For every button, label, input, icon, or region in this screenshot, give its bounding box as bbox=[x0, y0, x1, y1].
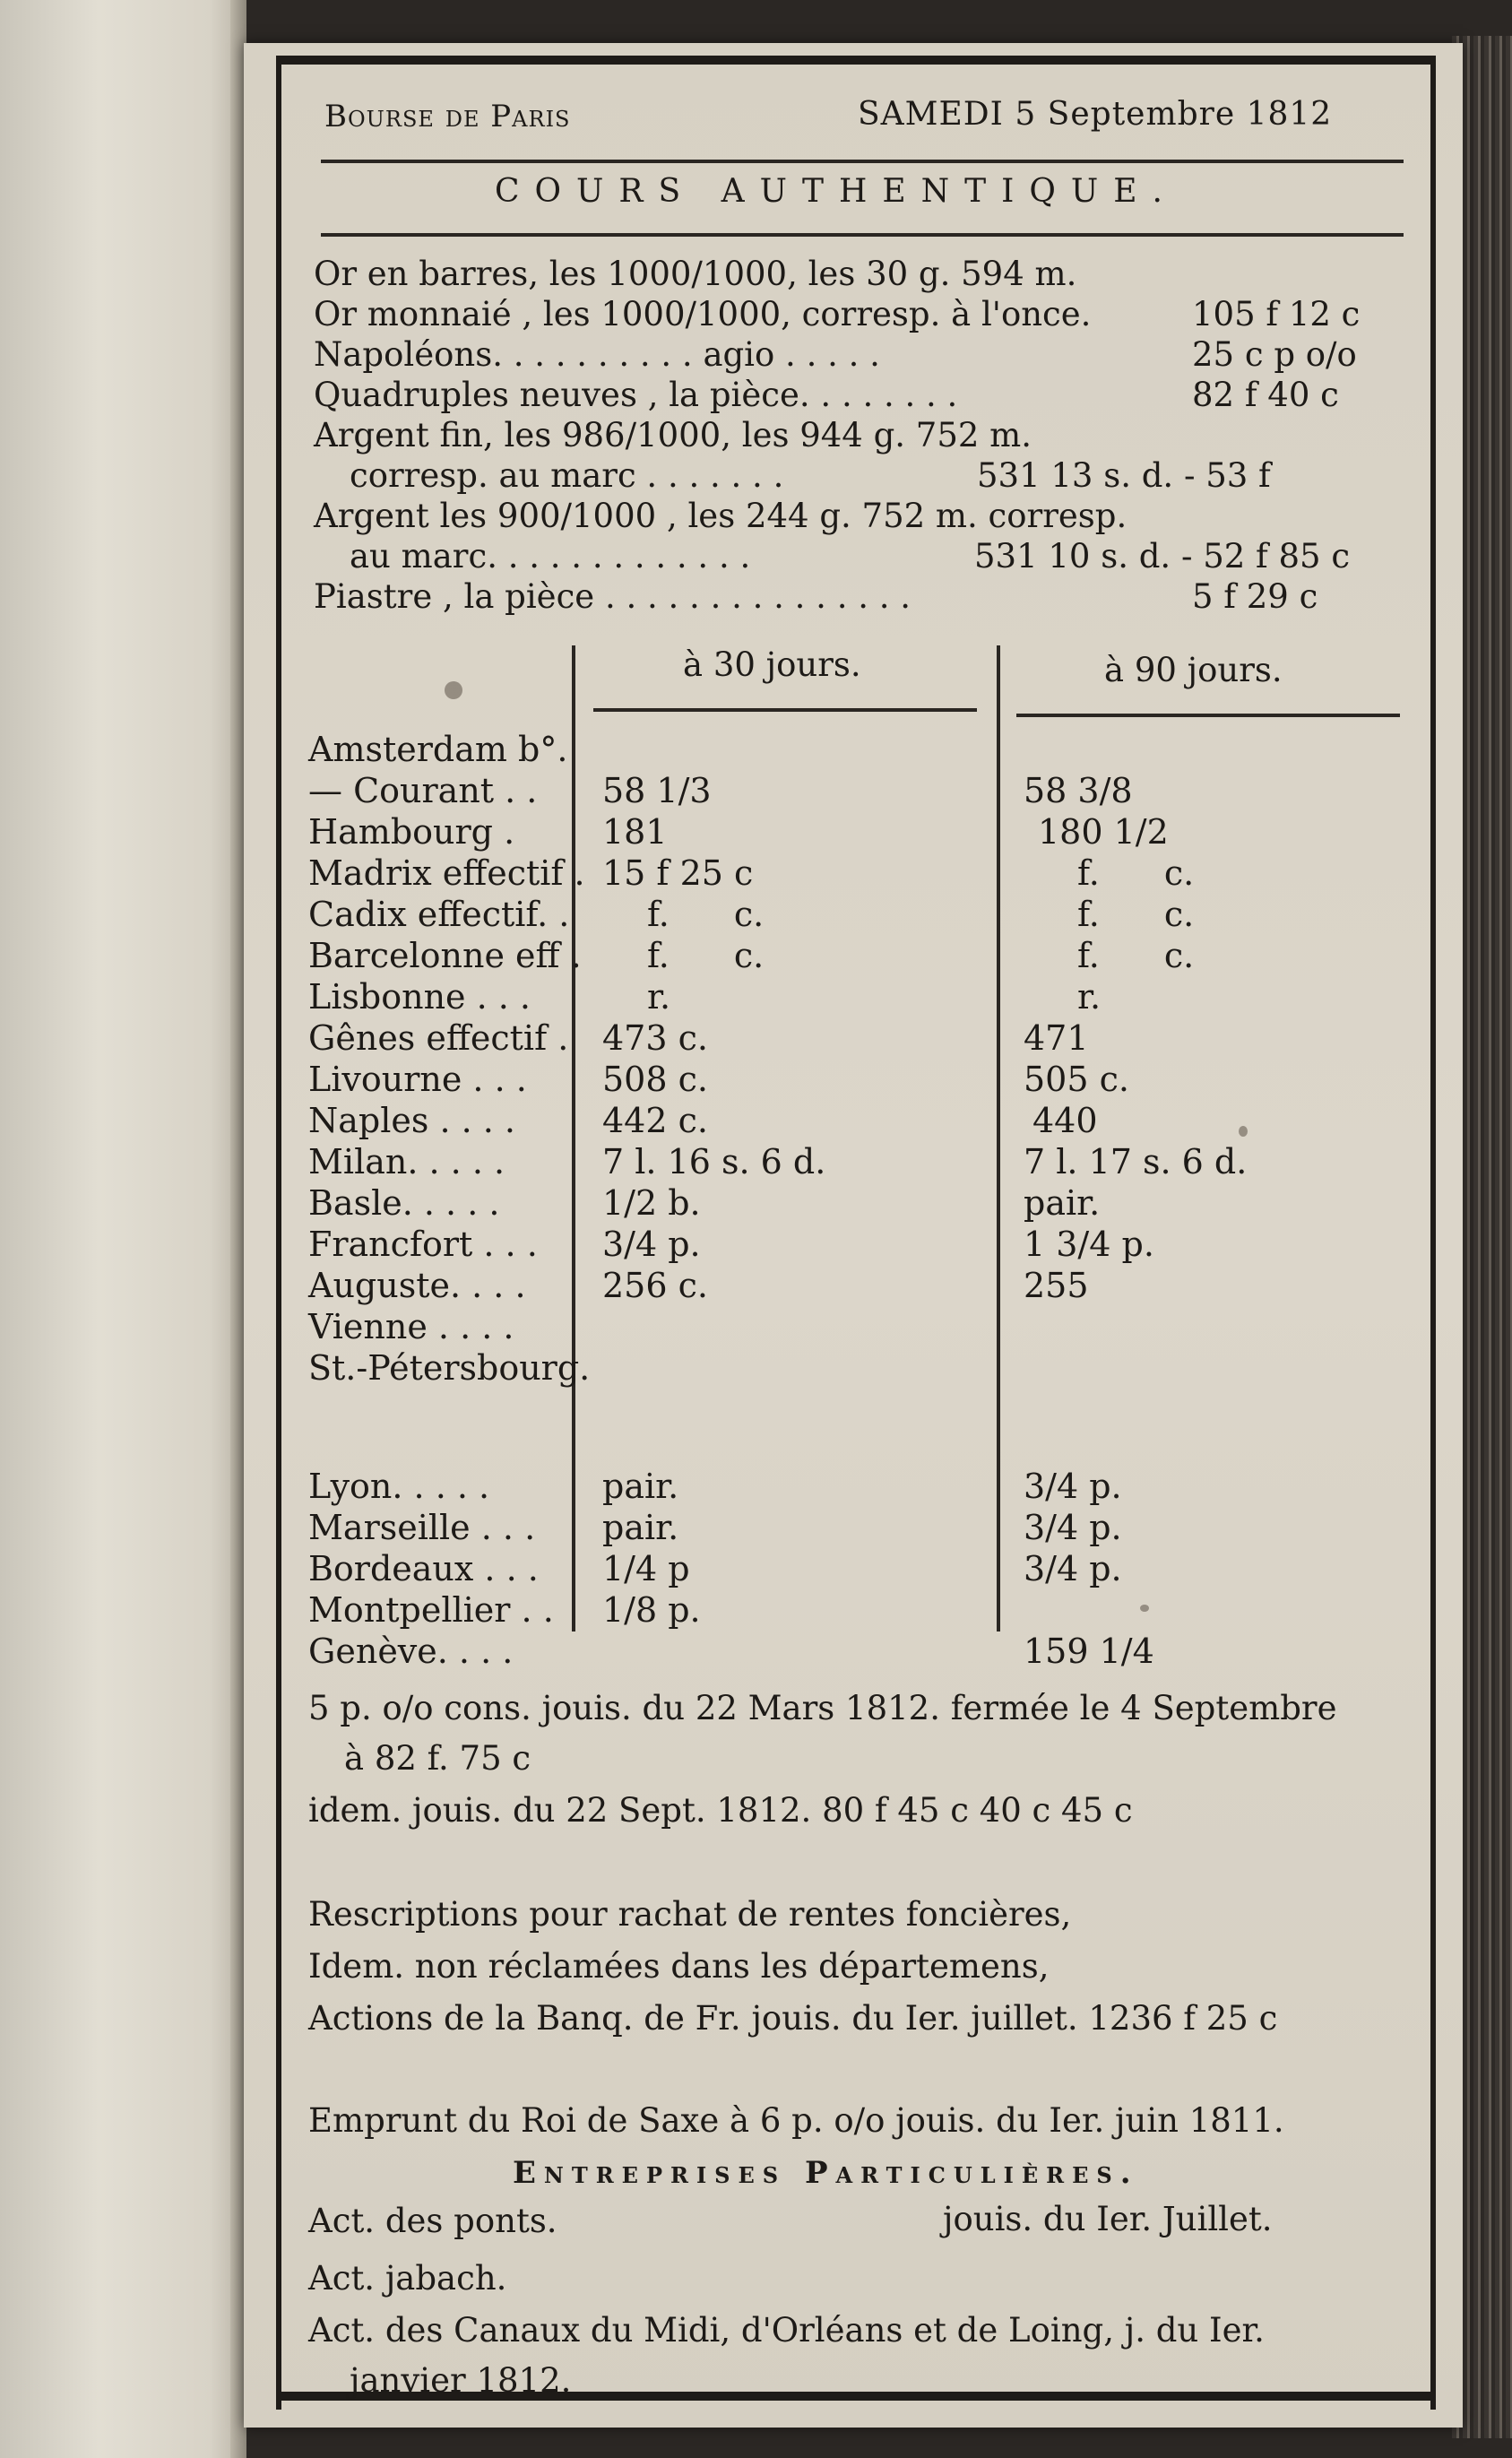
row-30-milan: 7 l. 16 s. 6 d. bbox=[602, 1142, 826, 1181]
col-90-rule bbox=[1016, 714, 1400, 717]
table-divider-left bbox=[572, 645, 575, 1631]
row-place-courant: — Courant . . bbox=[308, 771, 538, 810]
row-30-courant: 58 1/3 bbox=[602, 771, 712, 810]
row-place-montpellier: Montpellier . . bbox=[308, 1590, 554, 1630]
row-30-marseille: pair. bbox=[602, 1508, 679, 1547]
row-90-basle: pair. bbox=[1024, 1183, 1101, 1223]
row-place-livourne: Livourne . . . bbox=[308, 1060, 527, 1099]
row-90-geneve: 159 1/4 bbox=[1024, 1631, 1154, 1671]
ink-speck bbox=[445, 681, 462, 699]
header-right: SAMEDI 5 Septembre 1812 bbox=[858, 96, 1333, 133]
row-place-amsterdam: Amsterdam b°. bbox=[308, 730, 568, 769]
row-place-geneve: Genève. . . . bbox=[308, 1631, 514, 1671]
row-place-cadix: Cadix effectif. . bbox=[308, 895, 570, 934]
row-30-madrix: 15 f 25 c bbox=[602, 853, 754, 893]
row-30-auguste: 256 c. bbox=[602, 1266, 708, 1305]
row-90-madrix: f. c. bbox=[1077, 853, 1195, 893]
col-30-header: à 30 jours. bbox=[683, 645, 861, 684]
metal-value-4: 82 f 40 c bbox=[1192, 376, 1339, 414]
row-30-lyon: pair. bbox=[602, 1467, 679, 1506]
metal-line-9: Piastre , la pièce . . . . . . . . . . . . . . . bbox=[314, 577, 912, 616]
row-90-francfort: 1 3/4 p. bbox=[1024, 1225, 1154, 1264]
metal-line-5: Argent fin, les 986/1000, les 944 g. 752 m. bbox=[314, 416, 1032, 454]
ink-speck bbox=[1140, 1605, 1149, 1612]
emprunt-line: Emprunt du Roi de Saxe à 6 p. o/o jouis. du Ier. juin 1811. bbox=[308, 2101, 1284, 2140]
row-place-hambourg: Hambourg . bbox=[308, 812, 515, 852]
act-jabach: Act. jabach. bbox=[308, 2259, 507, 2298]
document-page bbox=[244, 43, 1463, 2428]
metal-line-3: Napoléons. . . . . . . . . . agio . . . . . bbox=[314, 335, 880, 374]
table-divider-right bbox=[997, 645, 1000, 1631]
metal-value-2: 105 f 12 c bbox=[1192, 295, 1361, 333]
row-30-bordeaux: 1/4 p bbox=[602, 1549, 690, 1588]
row-90-auguste: 255 bbox=[1024, 1266, 1089, 1305]
row-30-lisbonne: r. bbox=[647, 977, 671, 1017]
metal-line-8: au marc. . . . . . . . . . . . . bbox=[350, 537, 751, 576]
row-place-marseille: Marseille . . . bbox=[308, 1508, 536, 1547]
row-place-genes: Gênes effectif . bbox=[308, 1018, 569, 1058]
row-30-naples: 442 c. bbox=[602, 1101, 708, 1140]
row-90-lyon: 3/4 p. bbox=[1024, 1467, 1122, 1506]
row-90-barcelonne: f. c. bbox=[1077, 936, 1195, 975]
metal-value-8: 531 10 s. d. - 52 f 85 c bbox=[974, 537, 1351, 576]
page-content bbox=[289, 43, 1427, 2428]
title-rule bbox=[321, 233, 1404, 237]
rescriptions-line-3: Actions de la Banq. de Fr. jouis. du Ier. juillet. 1236 f 25 c bbox=[308, 1999, 1278, 2038]
ink-speck bbox=[1239, 1126, 1248, 1137]
row-30-barcelonne: f. c. bbox=[647, 936, 765, 975]
row-30-hambourg: 181 bbox=[602, 812, 668, 852]
row-30-francfort: 3/4 p. bbox=[602, 1225, 701, 1264]
act-ponts: Act. des ponts. bbox=[308, 2202, 557, 2240]
act-ponts-jouis: jouis. du Ier. Juillet. bbox=[943, 2200, 1273, 2238]
row-place-auguste: Auguste. . . . bbox=[308, 1266, 526, 1305]
row-place-naples: Naples . . . . bbox=[308, 1101, 516, 1140]
row-30-cadix: f. c. bbox=[647, 895, 765, 934]
col-30-rule bbox=[593, 708, 977, 712]
left-page bbox=[0, 0, 246, 2458]
row-30-montpellier: 1/8 p. bbox=[602, 1590, 701, 1630]
row-90-genes: 471 bbox=[1024, 1018, 1089, 1058]
col-90-header: à 90 jours. bbox=[1104, 651, 1283, 689]
row-place-madrix: Madrix effectif . bbox=[308, 853, 585, 893]
row-place-lyon: Lyon. . . . . bbox=[308, 1467, 490, 1506]
metal-value-3: 25 c p o/o bbox=[1192, 335, 1357, 374]
metal-line-4: Quadruples neuves , la pièce. . . . . . . . bbox=[314, 376, 958, 414]
row-30-livourne: 508 c. bbox=[602, 1060, 708, 1099]
row-30-genes: 473 c. bbox=[602, 1018, 708, 1058]
entreprises-title: Entreprises Particulières. bbox=[513, 2155, 1139, 2191]
row-90-bordeaux: 3/4 p. bbox=[1024, 1549, 1122, 1588]
row-place-milan: Milan. . . . . bbox=[308, 1142, 505, 1181]
metal-line-1: Or en barres, les 1000/1000, les 30 g. 594 m. bbox=[314, 255, 1077, 293]
rentes-line-2: à 82 f. 75 c bbox=[344, 1739, 531, 1778]
row-90-hambourg: 180 1/2 bbox=[1038, 812, 1169, 852]
row-place-petersbourg: St.-Pétersbourg. bbox=[308, 1348, 591, 1388]
row-90-milan: 7 l. 17 s. 6 d. bbox=[1024, 1142, 1248, 1181]
row-place-barcelonne: Barcelonne eff . bbox=[308, 936, 582, 975]
act-canaux-1: Act. des Canaux du Midi, d'Orléans et de Loing, j. du Ier. bbox=[308, 2311, 1265, 2350]
metal-value-9: 5 f 29 c bbox=[1192, 577, 1318, 616]
rescriptions-line-1: Rescriptions pour rachat de rentes foncières, bbox=[308, 1895, 1072, 1934]
metal-line-7: Argent les 900/1000 , les 244 g. 752 m. corresp. bbox=[314, 497, 1128, 535]
row-90-livourne: 505 c. bbox=[1024, 1060, 1129, 1099]
page-title: COURS AUTHENTIQUE. bbox=[495, 173, 1178, 210]
rentes-line-1: 5 p. o/o cons. jouis. du 22 Mars 1812. fermée le 4 Septembre bbox=[308, 1689, 1337, 1727]
header-left: Bourse de Paris bbox=[324, 99, 571, 134]
metal-value-6: 531 13 s. d. - 53 f bbox=[977, 456, 1271, 495]
row-90-lisbonne: r. bbox=[1077, 977, 1102, 1017]
rentes-line-3: idem. jouis. du 22 Sept. 1812. 80 f 45 c 40 c 45 c bbox=[308, 1791, 1133, 1830]
row-place-vienne: Vienne . . . . bbox=[308, 1307, 514, 1346]
header-rule bbox=[321, 160, 1404, 163]
row-90-marseille: 3/4 p. bbox=[1024, 1508, 1122, 1547]
row-place-francfort: Francfort . . . bbox=[308, 1225, 538, 1264]
act-canaux-2: janvier 1812. bbox=[350, 2361, 572, 2400]
metal-line-2: Or monnaié , les 1000/1000, corresp. à l'once. bbox=[314, 295, 1092, 333]
rescriptions-line-2: Idem. non réclamées dans les départemens, bbox=[308, 1947, 1050, 1986]
row-90-courant: 58 3/8 bbox=[1024, 771, 1133, 810]
metal-line-6: corresp. au marc . . . . . . . bbox=[350, 456, 784, 495]
row-place-lisbonne: Lisbonne . . . bbox=[308, 977, 531, 1017]
row-90-cadix: f. c. bbox=[1077, 895, 1195, 934]
row-place-bordeaux: Bordeaux . . . bbox=[308, 1549, 539, 1588]
row-30-basle: 1/2 b. bbox=[602, 1183, 701, 1223]
row-place-basle: Basle. . . . . bbox=[308, 1183, 500, 1223]
row-90-naples: 440 bbox=[1032, 1101, 1098, 1140]
